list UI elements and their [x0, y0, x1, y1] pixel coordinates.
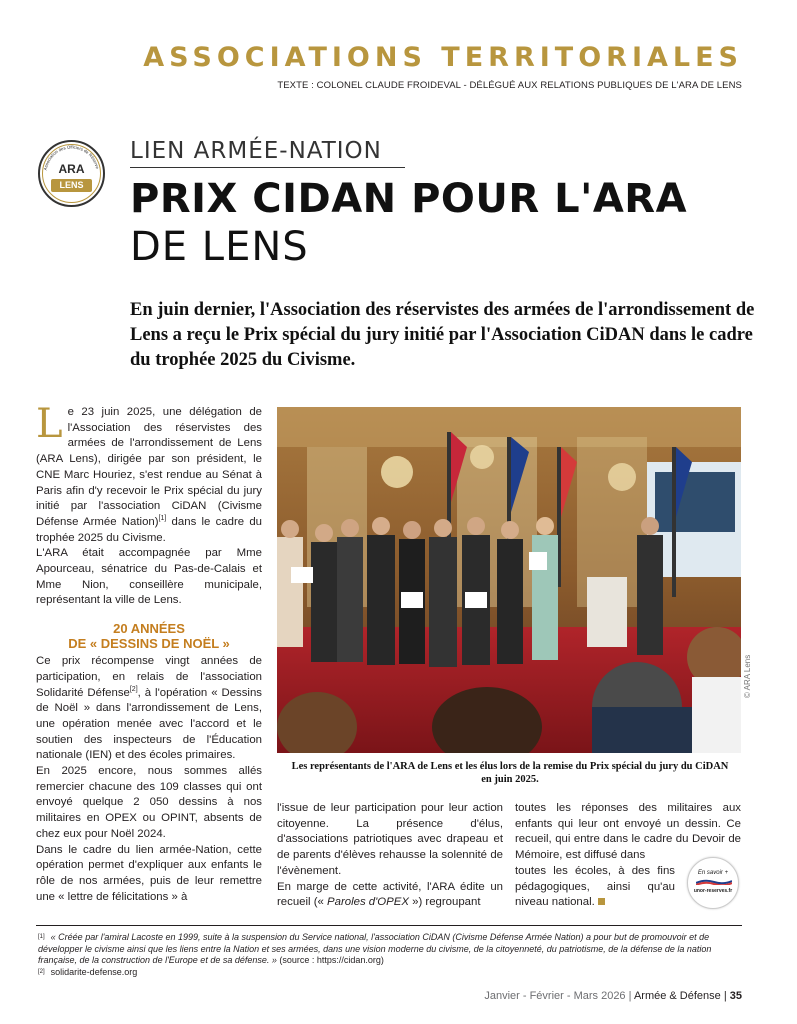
ara-lens-logo	[38, 140, 105, 207]
footnote-1-source: (source : https://cidan.org)	[276, 955, 384, 965]
photo-caption: Les représentants de l'ARA de Lens et les élus lors de la remise du Prix spécial du jury du CiDAN en juin 2025.	[291, 761, 729, 785]
page-footer	[484, 990, 742, 1002]
paragraph-6: l'issue de leur participation pour leur action citoyenne. La présence d'élus, d'associations patriotiques avec drapeau et de parents d'élèves rehausse la solennité de l'évènement.	[277, 802, 503, 877]
subhead	[36, 621, 262, 651]
footer-separator: |	[628, 990, 632, 1002]
p7-text-b: ») regroupant	[408, 896, 481, 909]
badge-label: En savoir +	[697, 870, 729, 876]
paragraph-5: Dans le cadre du lien armée-Nation, cette opération permet d'expliquer aux enfants le rôle de nos armées, puis de leur remettre une « lettre de félicitations » à	[36, 843, 262, 903]
author-credit: TEXTE : COLONEL CLAUDE FROIDEVAL - DÉLÉGUÉ AUX RELATIONS PUBLIQUES DE L'ARA DE LENS	[277, 80, 742, 91]
paragraph-7	[277, 880, 503, 911]
p1-text-a: e 23 juin 2025, une délégation de l'Association des réservistes des armées de l'arrondissement de Lens (ARA Lens), dirigée par son président, le CNE Marc Houriez, s'est rendue au Sénat à Paris afin d'y recevoir le Prix spécial du jury initié par l'association CiDAN (Civisme Défense Armée Nation)	[36, 406, 262, 528]
badge-url: unor-reserves.fr	[693, 888, 733, 894]
footer-magazine: Armée & Défense	[633, 990, 721, 1002]
p7-emphasis: Paroles d'OPEX	[327, 896, 409, 909]
unor-badge[interactable]	[687, 857, 739, 909]
logo-ring-text: Association des Officiers de Réserve	[42, 144, 101, 171]
subhead-line1: 20 ANNÉES	[113, 621, 185, 637]
kicker-rule	[130, 167, 405, 168]
footer-issue: Janvier - Février - Mars 2026	[484, 990, 626, 1002]
footer-separator-2: |	[723, 990, 727, 1002]
footnote-1-quote: « Créée par l'amiral Lacoste en 1999, suite à la suspension du Service national, l'association CiDAN (Civisme Défense Armée Nation) a pour but de promouvoir et de développer le civisme ainsi que les liens entre la Nation et ses armées, dans une vision moderne du civisme, de la citoyenneté, du patriotisme, de la défense de la nation française, de la construction de l'Europe et de sa défense. »	[38, 932, 712, 965]
paragraph-1	[36, 401, 262, 546]
page-number: 35	[729, 990, 742, 1002]
p3-text-b: , à l'opération « Dessins de Noël » dans l'arrondissement de Lens, une opération menée avec l'accord et le soutien des inspecteurs de l'Éducation nationale (IEN) et des écoles primaires.	[36, 686, 262, 762]
ceremony-photo	[277, 407, 741, 753]
footnote-ref-1: [1]	[158, 515, 167, 523]
p7-text-a: En marge de cette activité, l'ARA édite un recueil («	[277, 880, 503, 909]
paragraph-2: L'ARA était accompagnée par Mme Apourceau, sénatrice du Pas-de-Calais et Mme Nion, conseillère municipale, représentant la ville de Lens.	[36, 547, 262, 607]
paragraph-8: toutes les réponses des militaires aux enfants qui leur ont envoyé un dessin. Ce recueil, qui entre dans le cadre du Devoir de Mémoire, est diffusé dans	[515, 802, 741, 862]
footnote-1	[38, 932, 742, 967]
article-title: PRIX CIDAN POUR L'ARA	[130, 176, 688, 222]
footnote-2-number: [2]	[38, 968, 45, 975]
footnotes	[38, 932, 742, 978]
article-kicker: LIEN ARMÉE-NATION	[130, 138, 382, 164]
logo-lens: LENS	[51, 179, 92, 192]
footnote-rule	[36, 925, 742, 926]
subhead-line2: DE « DESSINS DE NOËL »	[68, 636, 230, 652]
p1-text-b: dans le cadre du trophée 2025 du Civisme.	[36, 515, 262, 544]
drop-cap: L	[36, 401, 63, 447]
column-2	[277, 801, 503, 911]
article-lead: En juin dernier, l'Association des réservistes des armées de l'arrondissement de Lens a reçu le Prix spécial du jury initié par l'Association CiDAN dans le cadre du trophée 2025 du Civisme.	[130, 300, 755, 370]
end-mark	[598, 898, 605, 905]
photo-credit: © ARA Lens	[743, 654, 752, 698]
photo-illustration	[277, 407, 741, 753]
article-title-line2: DE LENS	[130, 224, 309, 270]
column-1	[36, 401, 262, 905]
footnote-2	[38, 967, 742, 979]
footnote-ref-2: [2]	[129, 685, 138, 693]
paragraph-3	[36, 654, 262, 764]
logo-ara: ARA	[58, 162, 85, 176]
badge-flag-icon	[696, 879, 732, 885]
footnote-1-number: [1]	[38, 934, 45, 940]
section-title: ASSOCIATIONS TERRITORIALES	[143, 42, 743, 73]
paragraph-4: En 2025 encore, nous sommes allés remercier chacune des 109 classes qui ont envoyé quelque 2 050 dessins à nos militaires en OPEX ou OPINT, absents de chez eux pour Noël 2024.	[36, 765, 262, 840]
paragraph-9	[515, 864, 675, 911]
p9-text: toutes les écoles, à des fins pédagogiques, ainsi qu'au niveau national.	[515, 864, 675, 909]
footnote-2-text: solidarite-defense.org	[50, 966, 138, 977]
p3-text-a: Ce prix récompense vingt années de participation, en relais de l'association Solidarité Défense	[36, 655, 262, 699]
